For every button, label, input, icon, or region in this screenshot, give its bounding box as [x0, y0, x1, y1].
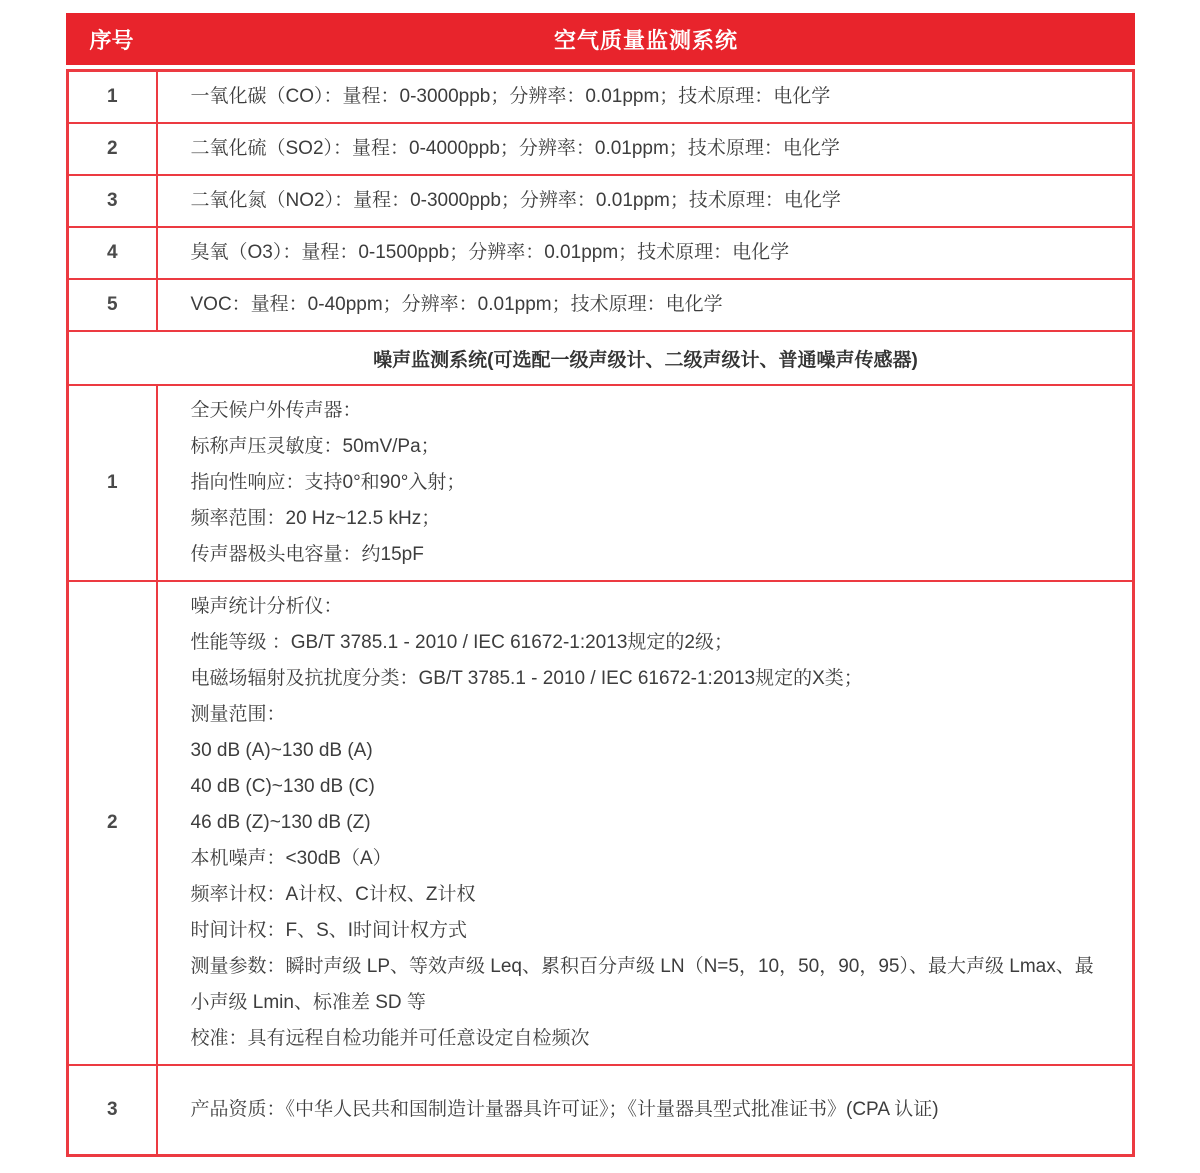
serial-cell: 3 [68, 175, 157, 227]
spec-cell [157, 227, 1134, 279]
spec-grid [66, 69, 1135, 1157]
spec-line: 标称声压灵敏度：50mV/Pa； [190, 436, 440, 457]
table-row [68, 71, 1134, 124]
spec-cell [157, 175, 1134, 227]
table-row [68, 385, 1134, 581]
spec-cell [157, 385, 1134, 581]
spec-line: 频率范围：20 Hz~12.5 kHz； [190, 508, 441, 529]
table-row [68, 227, 1134, 279]
spec-line: 产品资质：《中华人民共和国制造计量器具许可证》；《计量器具型式批准证书》(CPA 认证) [190, 1099, 939, 1120]
spec-line: 46 dB (Z)~130 dB (Z) [190, 812, 371, 833]
spec-line: 30 dB (A)~130 dB (A) [190, 740, 373, 761]
spec-line: 二氧化氮（NO2）：量程：0-3000ppb；分辨率：0.01ppm；技术原理：电化学 [190, 190, 841, 211]
table-row [68, 279, 1134, 331]
section-header-label: 噪声监测系统(可选配一级声级计、二级声级计、普通噪声传感器) [68, 331, 1134, 385]
serial-cell: 1 [68, 71, 157, 124]
spec-line: 校准：具有远程自检功能并可任意设定自检频次 [190, 1028, 590, 1049]
serial-cell: 5 [68, 279, 157, 331]
serial-cell: 1 [68, 385, 157, 581]
spec-cell [157, 123, 1134, 175]
spec-line: 测量参数：瞬时声级 LP、等效声级 Leq、累积百分声级 LN（N=5，10，50，90，95）、最大声级 Lmax、最小声级 Lmin、标准差 SD 等 [190, 956, 1094, 1013]
spec-line: 频率计权：A计权、C计权、Z计权 [190, 884, 476, 905]
section-header-row [68, 331, 1134, 385]
spec-line: 时间计权：F、S、I时间计权方式 [190, 920, 468, 941]
spec-line: 噪声统计分析仪： [190, 596, 343, 617]
spec-line: 性能等级 ：GB/T 3785.1 - 2010 / IEC 61672-1:2013规定的2级； [190, 632, 733, 653]
spec-line: 一氧化碳（CO）：量程：0-3000ppb；分辨率：0.01ppm；技术原理：电化学 [190, 86, 831, 107]
spec-cell [157, 1065, 1134, 1156]
spec-line: 电磁场辐射及抗扰度分类：GB/T 3785.1 - 2010 / IEC 61672-1:2013规定的X类； [190, 668, 863, 689]
serial-cell: 4 [68, 227, 157, 279]
spec-line: 二氧化硫（SO2）：量程：0-4000ppb；分辨率：0.01ppm；技术原理：电化学 [190, 138, 840, 159]
serial-column-header: 序号 [89, 27, 134, 53]
table-title: 空气质量监测系统 [553, 27, 738, 53]
serial-cell: 2 [68, 581, 157, 1065]
spec-cell [157, 581, 1134, 1065]
spec-line: 本机噪声：<30dB（A） [190, 848, 392, 869]
spec-cell [157, 71, 1134, 124]
spec-table [66, 13, 1135, 1157]
spec-line: 测量范围： [190, 704, 286, 725]
table-header-bar [66, 13, 1135, 65]
spec-line: 指向性响应：支持0°和90°入射； [190, 472, 466, 493]
spec-line: 全天候户外传声器： [190, 400, 362, 421]
spec-line: VOC：量程：0-40ppm；分辨率：0.01ppm；技术原理：电化学 [190, 294, 723, 315]
serial-cell: 2 [68, 123, 157, 175]
table-row [68, 175, 1134, 227]
spec-cell [157, 279, 1134, 331]
table-row [68, 123, 1134, 175]
table-row [68, 581, 1134, 1065]
spec-line: 臭氧（O3）：量程：0-1500ppb；分辨率：0.01ppm；技术原理：电化学 [190, 242, 790, 263]
table-row [68, 1065, 1134, 1156]
serial-cell: 3 [68, 1065, 157, 1156]
spec-line: 传声器极头电容量：约15pF [190, 544, 424, 565]
spec-line: 40 dB (C)~130 dB (C) [190, 776, 375, 797]
